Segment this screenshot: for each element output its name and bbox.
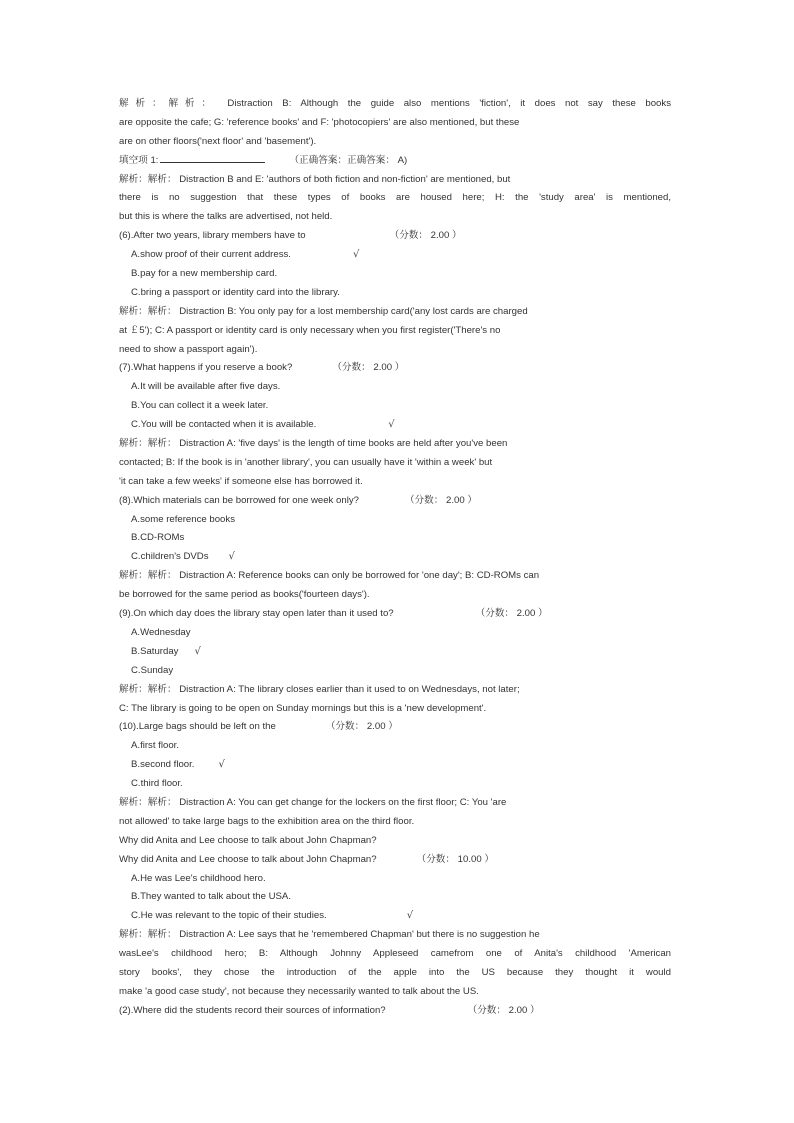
question-score: （分数： 2.00 ） [332,362,405,374]
text-line: be borrowed for the same period as books('fourteen days'). [119,589,370,601]
answer-option[interactable] [119,397,671,416]
analysis-line: 解析：解析： Distraction A: The library closes earlier than it used to on Wednesdays, not later; [119,683,520,695]
option-text: A.some reference books [131,513,235,525]
text-line: there is no suggestion that these types of books are housed here; H: the 'study area' is mentioned, [119,192,671,204]
text-line: at ￡5'); C: A passport or identity card is only necessary when you first register('There's no [119,324,501,336]
question-text: (10).Large bags should be left on the [119,721,276,733]
option-text: C.Sunday [131,664,174,676]
text-line: story books', they chose the introduction of the apple into the US because they thought it would [119,966,671,978]
document-body [119,95,671,1021]
option-text: C.You will be contacted when it is available. [131,419,317,431]
analysis-line: 解析：解析： Distraction B: Although the guide also mentions 'fiction', it does not say these books [119,98,671,109]
answer-option[interactable] [119,662,671,681]
question-score: （分数： 2.00 ） [467,1004,540,1016]
question-stem [119,1002,671,1021]
answer-option[interactable] [119,511,671,530]
checkmark-icon: √ [406,910,414,922]
answer-option[interactable] [119,416,671,435]
option-text: C.He was relevant to the topic of their studies. [131,910,327,922]
fill-blank-line [119,152,671,171]
question-stem [119,718,671,737]
question-score: （分数： 2.00 ） [325,721,398,733]
text-line: 'it can take a few weeks' if someone else has borrowed it. [119,475,363,487]
option-text: B.Saturday [131,645,179,657]
answer-option[interactable] [119,529,671,548]
answer-option[interactable] [119,284,671,303]
option-text: C.third floor. [131,778,183,790]
question-text: (6).After two years, library members have to [119,230,306,242]
option-text: B.pay for a new membership card. [131,268,278,280]
option-text: C.children's DVDs [131,551,209,563]
text-line: are opposite the cafe; G: 'reference books' and F: 'photocopiers' are also mentioned, but these [119,116,520,128]
analysis-line: 解析：解析： Distraction B and E: 'authors of both fiction and non-fiction' are mentioned, but [119,173,511,185]
analysis-line: 解析：解析： Distraction A: Lee says that he 'remembered Chapman' but there is no suggestion he [119,929,540,941]
text-line: make 'a good case study', not because they necessarily wanted to talk about the US. [119,985,479,997]
option-text: B.You can collect it a week later. [131,400,269,412]
text-line: wasLee's childhood hero; B: Although Johnny Appleseed camefrom one of Anita's childhood 'American [119,948,671,960]
question-text: (7).What happens if you reserve a book? [119,362,293,374]
text-line: are on other floors('next floor' and 'basement'). [119,135,317,147]
answer-option[interactable] [119,378,671,397]
analysis-line: 解析：解析： Distraction A: 'five days' is the length of time books are held after you've been [119,438,508,450]
text-line: Why did Anita and Lee choose to talk about John Chapman? [119,834,377,846]
question-stem [119,359,671,378]
option-text: B.CD-ROMs [131,532,185,544]
answer-option[interactable] [119,643,671,662]
text-line: contacted; B: If the book is in 'another library', you can usually have it 'within a week' but [119,456,493,468]
question-score: （分数： 2.00 ） [389,230,462,242]
option-text: A.Wednesday [131,626,191,638]
question-stem [119,605,671,624]
text-line: not allowed' to take large bags to the exhibition area on the third floor. [119,815,415,827]
answer-option[interactable] [119,756,671,775]
question-text: (9).On which day does the library stay open later than it used to? [119,608,394,620]
checkmark-icon: √ [388,419,395,431]
blank-underline[interactable] [160,152,265,163]
question-text: Why did Anita and Lee choose to talk about John Chapman? [119,853,377,865]
correct-answer: （正确答案：正确答案： A) [289,154,408,166]
analysis-line: 解析：解析： Distraction A: You can get change for the lockers on the first floor; C: You 'are [119,796,507,808]
option-text: A.show proof of their current address. [131,249,291,261]
option-text: A.He was Lee's childhood hero. [131,872,266,884]
checkmark-icon: √ [352,249,360,261]
question-score: （分数： 10.00 ） [416,853,494,865]
answer-option[interactable] [119,548,671,567]
question-text: (2).Where did the students record their sources of information? [119,1004,386,1016]
analysis-line: 解析：解析： Distraction A: Reference books can only be borrowed for 'one day'; B: CD-ROMs can [119,570,540,582]
text-line: need to show a passport again'). [119,343,258,355]
text-line: but this is where the talks are advertised, not held. [119,211,333,223]
answer-option[interactable] [119,265,671,284]
answer-option[interactable] [119,775,671,794]
checkmark-icon: √ [194,645,201,657]
question-stem [119,227,671,246]
option-text: C.bring a passport or identity card into the library. [131,286,340,298]
text-line: C: The library is going to be open on Sunday mornings but this is a 'new development'. [119,702,487,714]
question-stem [119,492,671,511]
answer-option[interactable] [119,870,671,889]
analysis-line: 解析：解析： Distraction B: You only pay for a lost membership card('any lost cards are charged [119,305,528,317]
answer-option[interactable] [119,624,671,643]
answer-option[interactable] [119,907,671,926]
option-text: B.second floor. [131,759,195,771]
option-text: A.first floor. [131,740,179,752]
blank-label: 填空项 1: [119,154,159,166]
question-text: (8).Which materials can be borrowed for one week only? [119,494,359,506]
checkmark-icon: √ [228,551,235,563]
answer-option[interactable] [119,737,671,756]
checkmark-icon: √ [218,759,225,771]
option-text: A.It will be available after five days. [131,381,281,393]
answer-option[interactable] [119,888,671,907]
option-text: B.They wanted to talk about the USA. [131,891,291,903]
question-stem [119,851,671,870]
question-score: （分数： 2.00 ） [404,494,477,506]
question-score: （分数： 2.00 ） [475,608,548,620]
answer-option[interactable] [119,246,671,265]
